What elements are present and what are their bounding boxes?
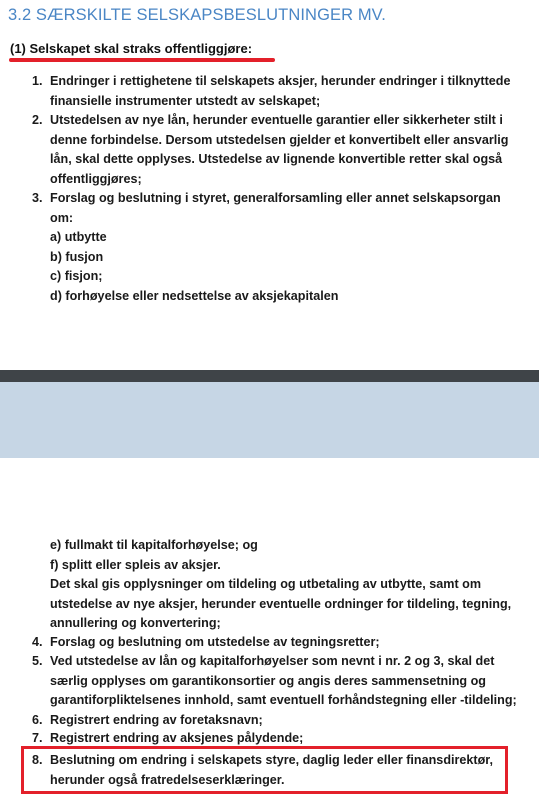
item-text: Det skal gis opplysninger om tildeling og utbetaling av utbytte, samt om: [50, 577, 482, 591]
item-text: garantiforpliktelsenes innhold, samt eventuell forhåndstegning eller -tildeling;: [50, 693, 517, 707]
item-number: 6.: [32, 713, 43, 727]
item-text: annullering og konvertering;: [50, 616, 221, 630]
item-number: 2.: [32, 113, 43, 127]
item-text: om:: [50, 210, 74, 225]
sub-item-text: a) utbytte: [50, 230, 107, 244]
item-text: Endringer i rettighetene til selskapets aksjer, herunder endringer i tilknyttede: [50, 74, 511, 88]
sub-item-text: c) fisjon;: [50, 269, 103, 283]
item-number: 3.: [32, 191, 43, 205]
red-highlight-box: [21, 746, 508, 794]
item-number: 5.: [32, 654, 43, 668]
red-underline-annotation: [9, 58, 275, 62]
document-page-top: [0, 0, 539, 370]
item-text: finansielle instrumenter utstedt av selskapet;: [50, 93, 321, 108]
item-text: offentliggjøres;: [50, 171, 142, 186]
sub-item-text: b) fusjon: [50, 249, 104, 264]
item-number: 8.: [32, 753, 43, 767]
item-text: denne forbindelse. Dersom utstedelsen gjelder et konvertibelt eller ansvarlig: [50, 132, 509, 147]
item-text: særlig opplyses om garantikonsortier og angis deres sammensetning og: [50, 673, 486, 688]
item-number: 7.: [32, 731, 43, 745]
item-text: Registrert endring av aksjenes pålydende;: [50, 731, 304, 745]
sub-item-text: d) forhøyelse eller nedsettelse av aksjekapitalen: [50, 288, 339, 303]
item-text: Beslutning om endring i selskapets styre, daglig leder eller finansdirektør,: [50, 753, 494, 767]
sub-item-text: e) fullmakt til kapitalforhøyelse; og: [50, 538, 258, 552]
item-number: 1.: [32, 74, 43, 88]
item-text: Forslag og beslutning om utstedelse av tegningsretter;: [50, 635, 380, 649]
subheading: (1) Selskapet skal straks offentliggjøre:: [10, 41, 253, 56]
page-divider: [0, 370, 539, 382]
item-text: Forslag og beslutning i styret, generalforsamling eller annet selskapsorgan: [50, 191, 501, 205]
item-text: lån, skal dette opplyses. Utstedelse av lignende konvertible retter skal også: [50, 152, 503, 166]
item-text: utstedelse av nye aksjer, herunder eventuelle ordninger for tildeling, tegning,: [50, 596, 512, 611]
item-number: 4.: [32, 635, 43, 649]
item-text: herunder også fratredelseserklæringer.: [50, 772, 285, 787]
sub-item-text: f) splitt eller spleis av aksjer.: [50, 557, 221, 572]
item-text: Ved utstedelse av lån og kapitalforhøyelser som nevnt i nr. 2 og 3, skal det: [50, 654, 495, 668]
section-heading: 3.2 SÆRSKILTE SELSKAPSBESLUTNINGER MV.: [8, 6, 386, 24]
page-gap: [0, 382, 539, 458]
item-text: Registrert endring av foretaksnavn;: [50, 713, 263, 727]
item-text: Utstedelsen av nye lån, herunder eventuelle garantier eller sikkerheter stilt i: [50, 113, 503, 127]
